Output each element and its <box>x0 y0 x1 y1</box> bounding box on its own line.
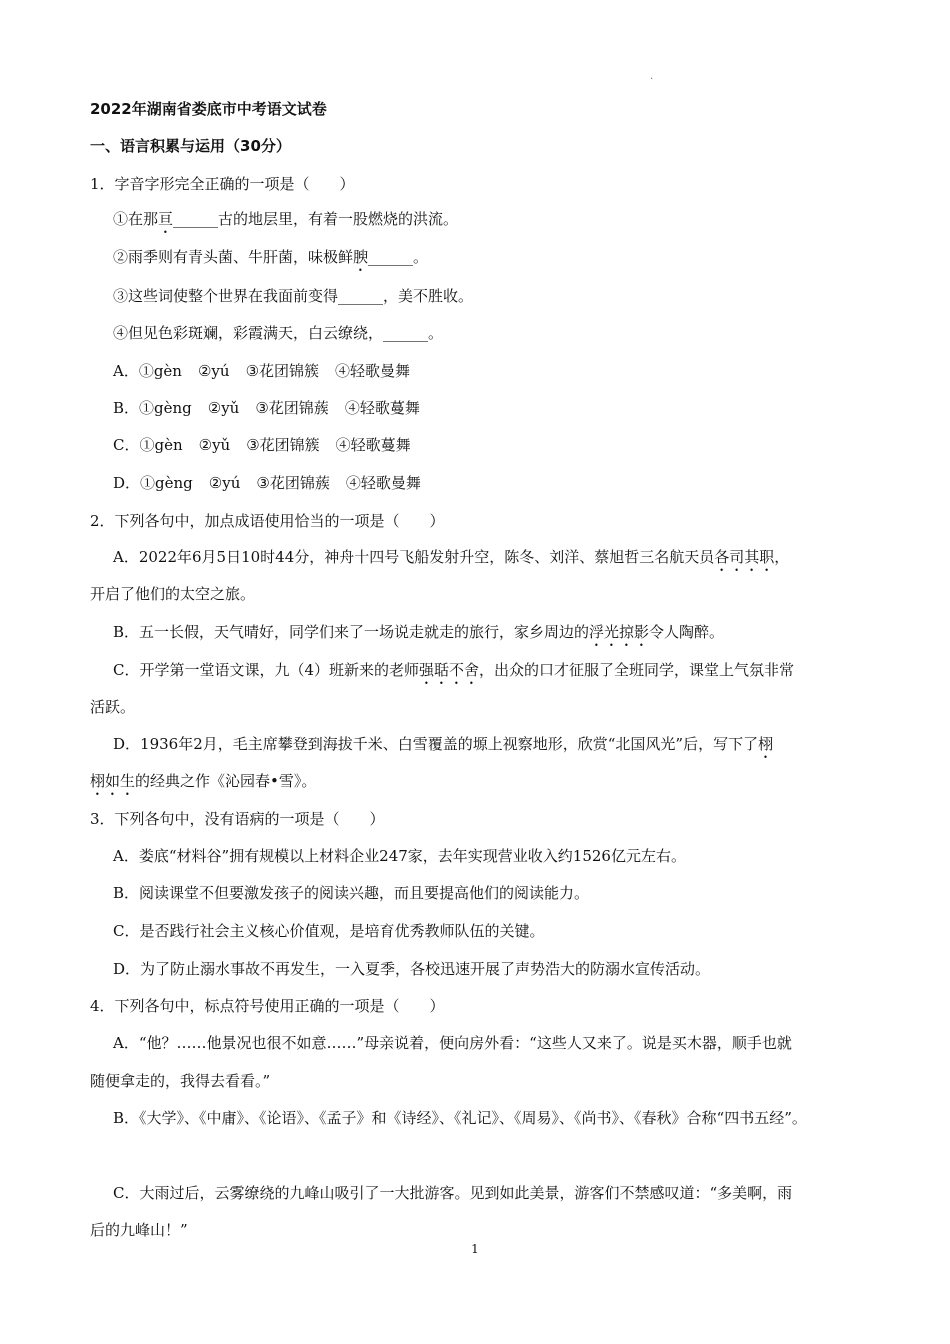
q2-option-c-cont: 活跃。 <box>90 698 136 716</box>
page-title: 2022年湖南省娄底市中考语文试卷 <box>90 100 327 118</box>
q2-stem: 2．下列各句中，加点成语使用恰当的一项是（ ） <box>90 512 445 530</box>
q1-option-a: A．①gèn ②yú ③花团锦簇 ④轻歌曼舞 <box>113 362 411 380</box>
header-mark: · <box>650 74 654 85</box>
q1-sentence-4: ④但见色彩斑斓，彩霞满天，白云缭绕，______。 <box>113 324 444 342</box>
page-number: 1 <box>471 1242 479 1256</box>
q4-stem: 4．下列各句中，标点符号使用正确的一项是（ ） <box>90 997 445 1015</box>
q1-sentence-1: ①在那亘______古的地层里，有着一股燃烧的洪流。 <box>113 210 459 228</box>
q1-sentence-2: ②雨季则有青头菌、牛肝菌，味极鲜腴______。 <box>113 248 429 266</box>
q3-option-a: A．娄底“材料谷”拥有规模以上材料企业247家，去年实现营业收入约1526亿元左右。 <box>113 847 686 865</box>
q2-option-a-cont: 开启了他们的太空之旅。 <box>90 585 256 603</box>
q3-option-d: D．为了防止溺水事故不再发生，一入夏季，各校迅速开展了声势浩大的防溺水宣传活动。 <box>113 960 711 978</box>
q3-option-b: B．阅读课堂不但要激发孩子的阅读兴趣，而且要提高他们的阅读能力。 <box>113 884 590 902</box>
q3-option-c: C．是否践行社会主义核心价值观，是培育优秀教师队伍的关键。 <box>113 922 545 940</box>
q2-option-c: C．开学第一堂语文课，九（4）班新来的老师强聒不舍，出众的口才征服了全班同学，课堂上气氛非常 <box>113 661 795 679</box>
q4-option-a-cont: 随便拿走的，我得去看看。” <box>90 1072 271 1090</box>
q1-option-d: D．①gèng ②yú ③花团锦蔟 ④轻歌曼舞 <box>113 474 421 492</box>
q2-option-a: A．2022年6月5日10时44分，神舟十四号飞船发射升空，陈冬、刘洋、蔡旭哲三名航天员各司其职， <box>113 548 790 566</box>
q1-stem: 1．字音字形完全正确的一项是（ ） <box>90 175 355 193</box>
q1-sentence-3: ③这些词使整个世界在我面前变得______，美不胜收。 <box>113 287 474 305</box>
q1-option-c: C．①gèn ②yǔ ③花团锦簇 ④轻歌蔓舞 <box>113 436 411 454</box>
q4-option-c-cont: 后的九峰山！” <box>90 1221 188 1239</box>
q3-stem: 3．下列各句中，没有语病的一项是（ ） <box>90 810 385 828</box>
q4-option-b: B．《大学》、《中庸》、《论语》、《孟子》和《诗经》、《礼记》、《周易》、《尚书》、《春秋》合称“四书五经”。 <box>113 1109 807 1127</box>
q2-option-b: B．五一长假，天气晴好，同学们来了一场说走就走的旅行，家乡周边的浮光掠影令人陶醉。 <box>113 623 725 641</box>
q4-option-c: C．大雨过后，云雾缭绕的九峰山吸引了一大批游客。见到如此美景，游客们不禁感叹道：“多美啊，雨 <box>113 1184 793 1202</box>
q1-option-b: B．①gèng ②yǔ ③花团锦蔟 ④轻歌蔓舞 <box>113 399 420 417</box>
q4-option-a: A．“他？……他景况也很不如意……”母亲说着，便向房外看：“这些人又来了。说是买木器，顺手也就 <box>113 1034 792 1052</box>
q2-option-d: D．1936年2月，毛主席攀登到海拔千米、白雪覆盖的塬上视察地形，欣赏“北国风光”后，写下了栩 <box>113 735 774 753</box>
q2-option-d-cont: 栩如生的经典之作《沁园春•雪》。 <box>90 772 317 790</box>
section-heading: 一、语言积累与运用（30分） <box>90 137 291 155</box>
